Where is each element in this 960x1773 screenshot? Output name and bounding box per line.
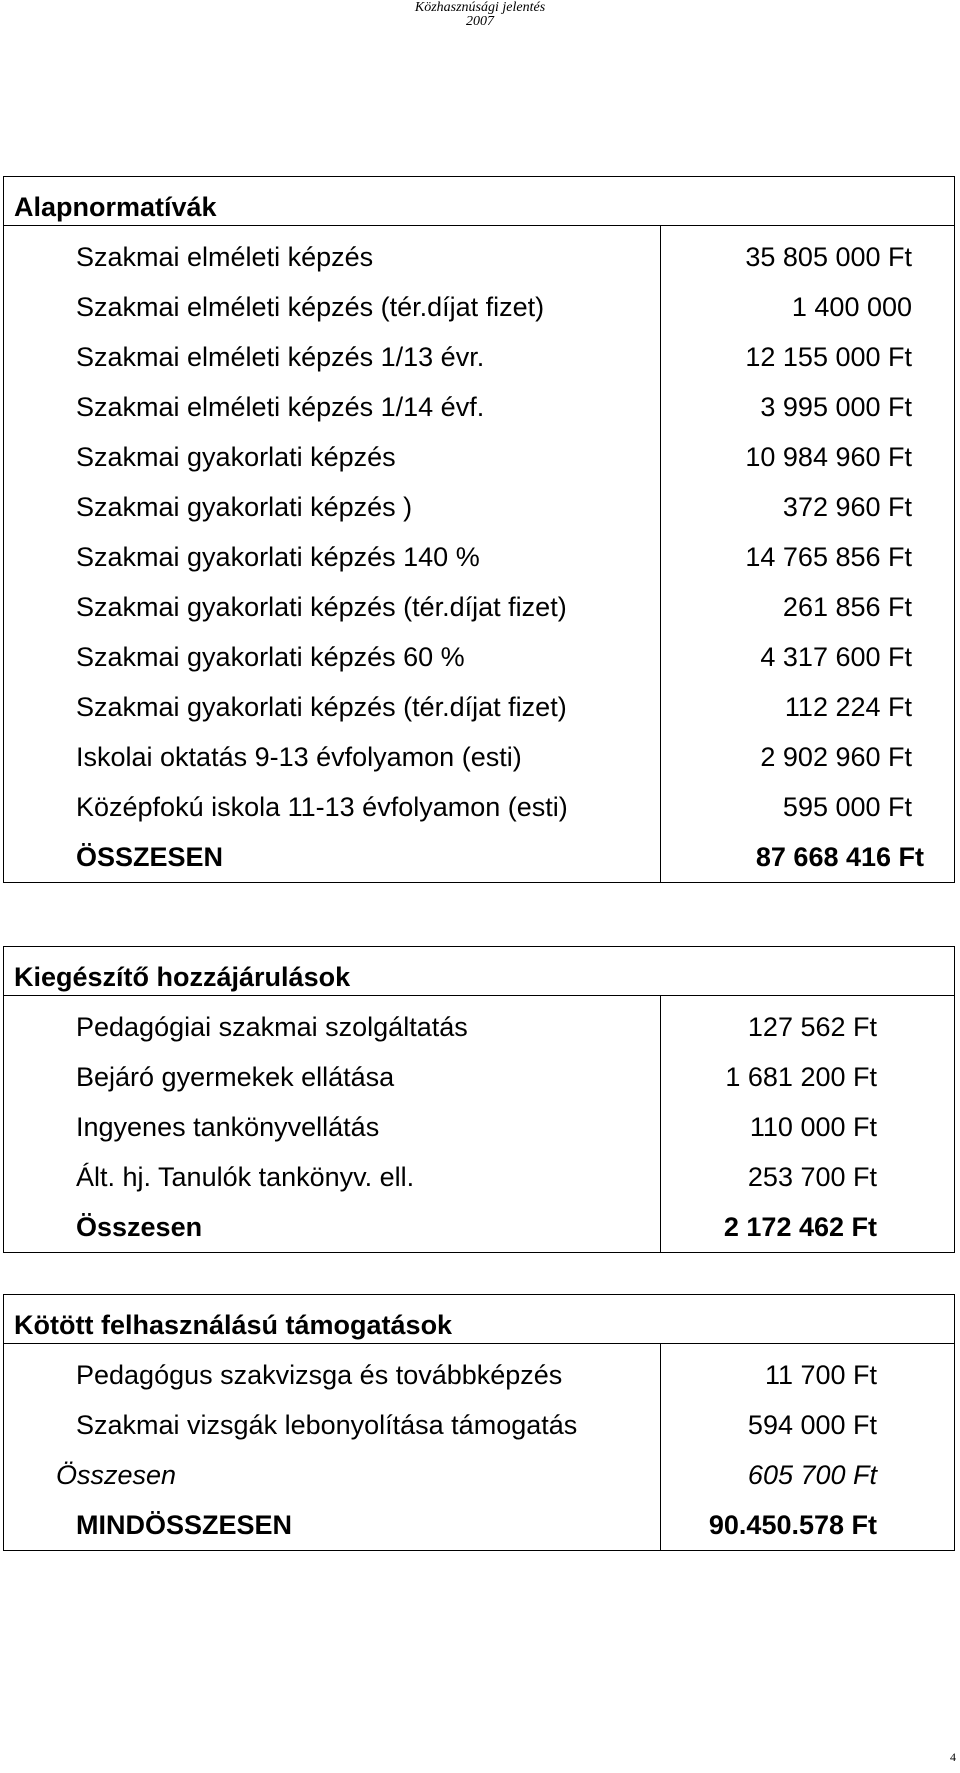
running-head-year: 2007 (466, 14, 494, 29)
row-value: 372 960 Ft (782, 492, 913, 522)
row-label: Ált. hj. Tanulók tankönyv. ell. (76, 1162, 415, 1192)
grand-total-value: 90.450.578 Ft (708, 1510, 878, 1540)
row-value: 1 681 200 Ft (725, 1062, 877, 1092)
running-head-title: Közhasznúsági jelentés (414, 0, 546, 15)
row-value: 261 856 Ft (782, 592, 913, 622)
row-value: 35 805 000 Ft (745, 242, 913, 272)
row-value: 11 700 Ft (764, 1360, 878, 1390)
row-value: 2 902 960 Ft (760, 742, 913, 772)
kotott-felhasznalasu-table (3, 1294, 955, 1551)
value-column (661, 226, 955, 883)
row-label: Szakmai gyakorlati képzés (76, 442, 396, 472)
row-value: 3 995 000 Ft (760, 392, 913, 422)
value-column (661, 996, 955, 1253)
row-label: Szakmai elméleti képzés (76, 242, 374, 272)
row-label: Szakmai gyakorlati képzés 140 % (76, 542, 480, 572)
row-value: 1 400 000 (791, 292, 913, 322)
row-label: Szakmai gyakorlati képzés (tér.díjat fizet) (76, 692, 567, 722)
row-label: Bejáró gyermekek ellátása (76, 1062, 395, 1092)
row-value: 112 224 Ft (784, 692, 913, 722)
page-number: 4 (950, 1750, 956, 1764)
row-label: Pedagógiai szakmai szolgáltatás (76, 1012, 468, 1042)
label-column (4, 226, 661, 883)
section-title: Kötött felhasználású támogatások (4, 1295, 955, 1344)
row-value: 110 000 Ft (749, 1112, 877, 1142)
row-label: Szakmai elméleti képzés 1/14 évf. (76, 392, 485, 422)
row-value: 10 984 960 Ft (745, 442, 913, 472)
row-value: 253 700 Ft (747, 1162, 877, 1192)
row-value: 4 317 600 Ft (760, 642, 913, 672)
row-value: 127 562 Ft (747, 1012, 877, 1042)
section-title: Kiegészítő hozzájárulások (4, 947, 955, 996)
row-value: 14 765 856 Ft (745, 542, 913, 572)
row-label: Szakmai gyakorlati képzés 60 % (76, 642, 465, 672)
label-column (4, 996, 661, 1253)
grand-total-label: MINDÖSSZESEN (76, 1510, 293, 1540)
label-column (4, 1344, 661, 1551)
subtotal-label: Összesen (56, 1460, 177, 1490)
total-value: 87 668 416 Ft (755, 842, 925, 872)
row-label: Iskolai oktatás 9-13 évfolyamon (esti) (76, 742, 522, 772)
row-value: 594 000 Ft (747, 1410, 878, 1440)
total-label: Összesen (76, 1212, 203, 1242)
section-title: Alapnormatívák (4, 177, 955, 226)
row-value: 595 000 Ft (782, 792, 913, 822)
kiegeszito-table (3, 946, 955, 1253)
row-label: Szakmai vizsgák lebonyolítása támogatás (76, 1410, 578, 1440)
row-label: Szakmai gyakorlati képzés ) (76, 492, 413, 522)
subtotal-value: 605 700 Ft (747, 1460, 878, 1490)
row-label: Szakmai gyakorlati képzés (tér.díjat fizet) (76, 592, 567, 622)
row-label: Szakmai elméleti képzés 1/13 évr. (76, 342, 485, 372)
row-value: 12 155 000 Ft (745, 342, 913, 372)
alapnormativak-table (3, 176, 955, 883)
total-value: 2 172 462 Ft (723, 1212, 877, 1242)
row-label: Középfokú iskola 11-13 évfolyamon (esti) (76, 792, 568, 822)
total-label: ÖSSZESEN (76, 842, 224, 872)
value-column (661, 1344, 955, 1551)
row-label: Szakmai elméleti képzés (tér.díjat fizet) (76, 292, 545, 322)
row-label: Ingyenes tankönyvellátás (76, 1112, 380, 1142)
row-label: Pedagógus szakvizsga és továbbképzés (76, 1360, 563, 1390)
